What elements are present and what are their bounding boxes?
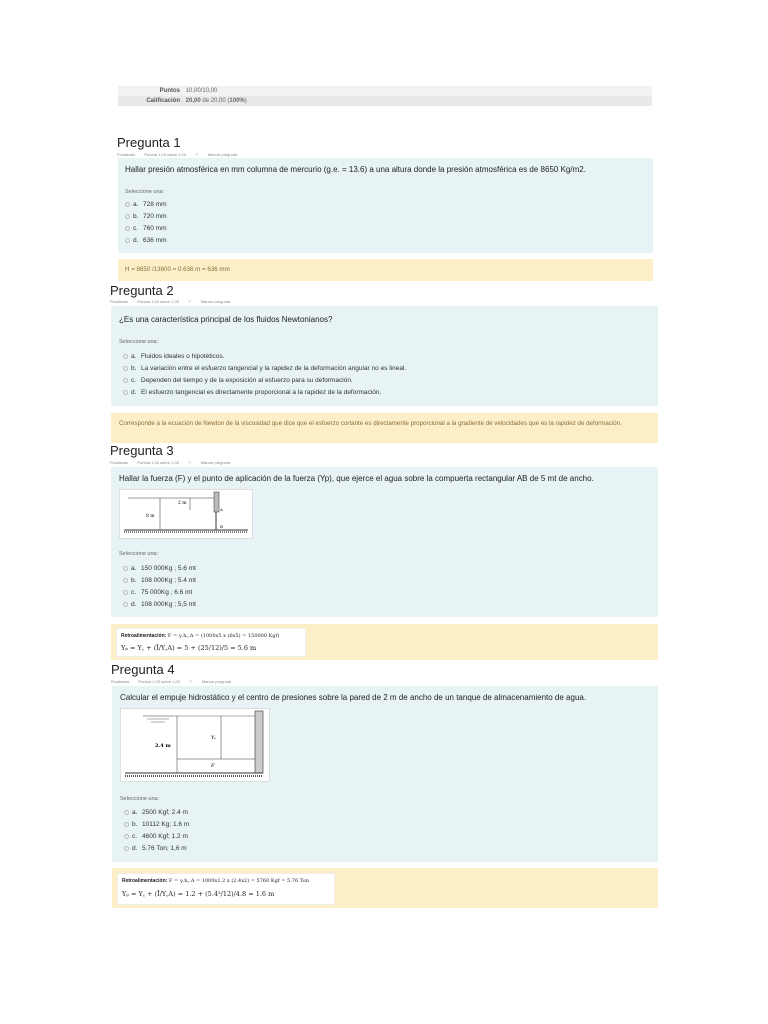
question-score: Puntúa 1,00 sobre 1,00: [138, 679, 180, 684]
question-2-feedback: [111, 413, 658, 443]
option-a[interactable]: a. 150 000Kg ; 5.6 mt: [123, 563, 196, 575]
gate-height-label: 2 m: [178, 501, 187, 506]
option-c[interactable]: c. Dependen del tiempo y de la exposición al esfuerzo para su deformación.: [123, 375, 406, 387]
feedback-formula: [116, 628, 306, 657]
select-one-label: Seleccione una:: [119, 551, 159, 557]
tank-wall: [255, 711, 263, 773]
radio-icon[interactable]: [124, 834, 129, 839]
question-1-title: Pregunta 1: [117, 135, 181, 150]
gate-diagram: [119, 489, 253, 539]
question-4-text: Calcular el empuje hidrostático y el centro de presiones sobre la pared de 2 m de ancho de un tanque de almacenamiento de agua.: [120, 693, 587, 702]
radio-icon[interactable]: [123, 378, 128, 383]
tank-diagram: [120, 708, 270, 782]
question-status: Finalizado: [110, 460, 129, 465]
radio-icon[interactable]: [123, 354, 128, 359]
flag-icon: ⚐: [188, 460, 192, 465]
option-b[interactable]: b. La variación entre el esfuerzo tangencial y la rapidez de la deformación angular no es lineal.: [123, 363, 406, 375]
flag-icon: ⚐: [195, 152, 199, 157]
option-c[interactable]: c. 75 000Kg ; 6.6 mt: [123, 587, 196, 599]
feedback-formula: [117, 873, 335, 905]
question-1-options: [125, 199, 166, 247]
gate-wall: [214, 492, 219, 512]
radio-icon[interactable]: [125, 238, 130, 243]
grade-label: Calificación: [146, 98, 180, 104]
question-4-title: Pregunta 4: [111, 662, 175, 677]
question-2-text: ¿Es una característica principal de los fluidos Newtonianos?: [119, 315, 333, 324]
radio-icon[interactable]: [123, 566, 128, 571]
flag-question-link[interactable]: ⚐ Marcar pregunta: [195, 152, 238, 157]
question-status: Finalizado: [111, 679, 130, 684]
question-3-feedback: [111, 624, 658, 660]
gate-diagram-svg: [120, 490, 252, 538]
force-label: F: [211, 763, 215, 769]
option-b[interactable]: b. 10112 Kg; 1.6 m: [124, 819, 189, 831]
question-4-box: [112, 686, 658, 862]
question-score: Puntúa 1,00 sobre 1,00: [144, 152, 186, 157]
feedback-line-1: Retroalimentación: F = γ.h꜀.A = 1000x1.2 x (2.4x2) = 5760 Kgf = 5.76 Ton: [122, 878, 309, 884]
point-b-label: B: [220, 524, 223, 529]
point-a-label: A: [220, 507, 223, 512]
question-1-meta: [117, 152, 253, 157]
radio-icon[interactable]: [125, 226, 130, 231]
question-2-meta: [110, 299, 246, 304]
yp-label: Yₚ: [211, 735, 217, 741]
radio-icon[interactable]: [123, 578, 128, 583]
flag-question-link[interactable]: ⚐ Marcar pregunta: [188, 460, 231, 465]
feedback-text: H = 8650 /13600 = 0.636 m = 636 mm: [125, 266, 230, 273]
question-score: Puntúa 1,00 sobre 1,00: [137, 299, 179, 304]
question-status: Finalizado: [110, 299, 129, 304]
option-b[interactable]: b. 720 mm: [125, 211, 166, 223]
points-row: [118, 86, 652, 96]
flag-icon: ⚐: [188, 299, 192, 304]
grade-row: [118, 96, 652, 106]
option-c[interactable]: c. 760 mm: [125, 223, 166, 235]
depth-label: 8 m: [146, 514, 155, 519]
radio-icon[interactable]: [125, 214, 130, 219]
feedback-line-2: Yₚ = Y꜀ + (Ī/Y꜀A) = 1.2 + (5.4³/12)/4.8 = 1.6 m: [122, 890, 275, 898]
feedback-text: Corresponde a la ecuación de Newton de la viscosidad que dice que el esfuerzo cortante es directamente proporcional a la gradiente de velocidades que es la rapidez de deformación.: [119, 420, 622, 427]
question-4-feedback: [112, 868, 658, 908]
grade-value: 20,00 de 20,00 (100%): [185, 98, 247, 104]
option-d[interactable]: d. 108 000Kg ; 5,5 mt: [123, 599, 196, 611]
radio-icon[interactable]: [123, 590, 128, 595]
radio-icon[interactable]: [124, 810, 129, 815]
question-1-box: [118, 158, 653, 253]
radio-icon[interactable]: [123, 602, 128, 607]
select-one-label: Seleccione una:: [120, 796, 160, 802]
radio-icon[interactable]: [123, 390, 128, 395]
question-1-feedback: [118, 259, 653, 281]
question-status: Finalizado: [117, 152, 136, 157]
radio-icon[interactable]: [124, 822, 129, 827]
question-2-box: [111, 306, 658, 406]
option-d[interactable]: d. El esfuerzo tangencial es directamente proporcional a la rapidez de la deformación.: [123, 387, 406, 399]
flag-icon: ⚐: [189, 679, 193, 684]
tank-diagram-svg: [121, 709, 269, 781]
points-label: Puntos: [159, 88, 180, 94]
quiz-summary: [118, 86, 652, 106]
radio-icon[interactable]: [125, 202, 130, 207]
question-4-options: [124, 807, 189, 855]
question-3-title: Pregunta 3: [110, 443, 174, 458]
question-3-box: [111, 467, 658, 617]
flag-question-link[interactable]: ⚐ Marcar pregunta: [188, 299, 231, 304]
question-2-options: [123, 351, 406, 399]
option-c[interactable]: c. 4600 Kgf; 1.2 m: [124, 831, 189, 843]
option-b[interactable]: b. 108 000Kg ; 5.4 mt: [123, 575, 196, 587]
question-3-text: Hallar la fuerza (F) y el punto de aplicación de la fuerza (Yp), que ejerce el agua sobre la compuerta rectangular AB de 5 mt de ancho.: [119, 474, 594, 483]
radio-icon[interactable]: [123, 366, 128, 371]
depth-label: 2.4 m: [155, 743, 171, 749]
question-3-options: [123, 563, 196, 611]
flag-question-link[interactable]: ⚐ Marcar pregunta: [189, 679, 232, 684]
question-4-meta: [111, 679, 247, 684]
option-a[interactable]: a. Fluidos ideales o hipotéticos.: [123, 351, 406, 363]
question-1-text: Hallar presión atmosférica en mm columna de mercurio (g.e. = 13.6) a una altura donde la presión atmosférica es de 8650 Kg/m2.: [125, 165, 586, 174]
option-a[interactable]: a. 2500 Kgf; 2.4 m: [124, 807, 189, 819]
select-one-label: Seleccione una:: [119, 339, 159, 345]
select-one-label: Seleccione una:: [125, 189, 165, 195]
option-a[interactable]: a. 728 mm: [125, 199, 166, 211]
question-score: Puntúa 1,00 sobre 1,00: [137, 460, 179, 465]
question-3-meta: [110, 460, 246, 465]
points-value: 10,00/10,00: [185, 88, 218, 94]
option-d[interactable]: d. 5.76 Ton; 1,6 m: [124, 843, 189, 855]
option-d[interactable]: d. 636 mm: [125, 235, 166, 247]
question-2-title: Pregunta 2: [110, 283, 174, 298]
feedback-line-2: Yₚ = Y꜀ + (Ī/Y꜀A) = 5 + (25/12)/5 = 5.6 m: [121, 644, 257, 652]
feedback-line-1: Retroalimentación: F = γ.h꜀.A = (1000x5 x (6x5) = 150000 Kgf): [121, 633, 280, 639]
radio-icon[interactable]: [124, 846, 129, 851]
